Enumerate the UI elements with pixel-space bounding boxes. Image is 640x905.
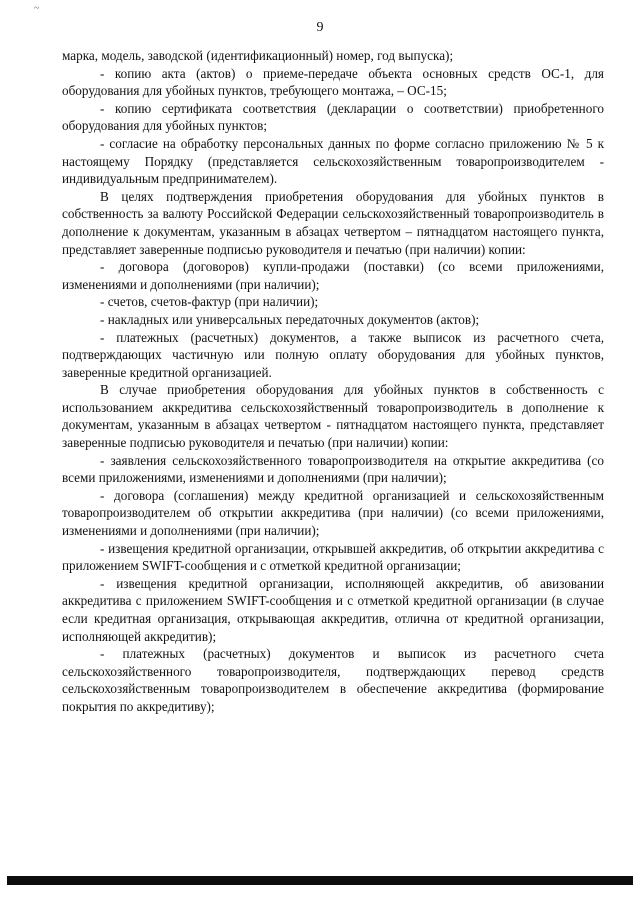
list-item: - согласие на обработку персональных данных по форме согласно приложению № 5 к настоящему Порядку (представляется сельскохозяйственным товаропроизводителем - индивидуальным предпринимателем). bbox=[62, 135, 604, 187]
paragraph: марка, модель, заводской (идентификационный) номер, год выпуска); bbox=[62, 48, 454, 63]
list-item: - платежных (расчетных) документов и выписок из расчетного счета сельскохозяйственного товаропроизводителя, подтверждающих перевод средств сельскохозяйственным товаропроизводителем в обеспечение аккредитива (формирование покрытия по аккредитиву); bbox=[62, 646, 604, 714]
list-item: - платежных (расчетных) документов, а также выписок из расчетного счета, подтверждающих частичную или полную оплату оборудования для убойных пунктов, заверенные кредитной организацией. bbox=[62, 329, 604, 380]
paragraph: В случае приобретения оборудования для убойных пунктов в собственность с использованием аккредитива сельскохозяйственный товаропроизводитель в дополнение к документам, указанным в абзацах четвертом - пятнадцатом настоящего пункта, представляет заверенные подписью руководителя и печатью (при наличии) копии: bbox=[62, 382, 604, 451]
paragraph: В целях подтверждения приобретения оборудования для убойных пунктов в собственность за валюту Российской Федерации сельскохозяйственный товаропроизводитель в дополнение к документам, указанным в абзацах четвертом – пятнадцатом настоящего пункта, представляет заверенные подписью руководителя и печатью (при наличии) копии: bbox=[62, 188, 604, 257]
list-item: - извещения кредитной организации, открывшей аккредитив, об открытии аккредитива с приложением SWIFT-сообщения и с отметкой кредитной организации; bbox=[62, 540, 604, 574]
list-item: - договора (договоров) купли-продажи (поставки) (со всеми приложениями, изменениями и дополнениями (при наличии); bbox=[62, 259, 604, 292]
list-item: - копию акта (актов) о приеме-передаче объекта основных средств ОС-1, для оборудования для убойных пунктов, требующего монтажа, – ОС-15; bbox=[62, 65, 604, 99]
scan-bottom-border bbox=[7, 876, 633, 885]
scan-corner-mark: ~ bbox=[34, 3, 40, 14]
list-item: - заявления сельскохозяйственного товаропроизводителя на открытие аккредитива (со всеми приложениями, изменениями и дополнениями (при наличии); bbox=[62, 452, 604, 486]
list-item: - извещения кредитной организации, исполняющей аккредитив, об авизовании аккредитива с приложением SWIFT-сообщения и с отметкой кредитной организации (в случае если кредитная организация, открывающая аккредитив, отлична от кредитной организации, исполняющей аккредитив); bbox=[62, 575, 604, 644]
list-item: - договора (соглашения) между кредитной организацией и сельскохозяйственным товаропроизводителем об открытии аккредитива (при наличии) (со всеми приложениями, изменениями и дополнениями (при наличии); bbox=[62, 487, 604, 539]
page-number: 9 bbox=[316, 20, 324, 35]
list-item: - счетов, счетов-фактур (при наличии); bbox=[100, 294, 319, 310]
list-item: - накладных или универсальных передаточных документов (актов); bbox=[100, 311, 480, 327]
document-body bbox=[62, 47, 604, 716]
list-item: - копию сертификата соответствия (декларации о соответствии) приобретенного оборудования для убойных пунктов; bbox=[62, 100, 604, 134]
